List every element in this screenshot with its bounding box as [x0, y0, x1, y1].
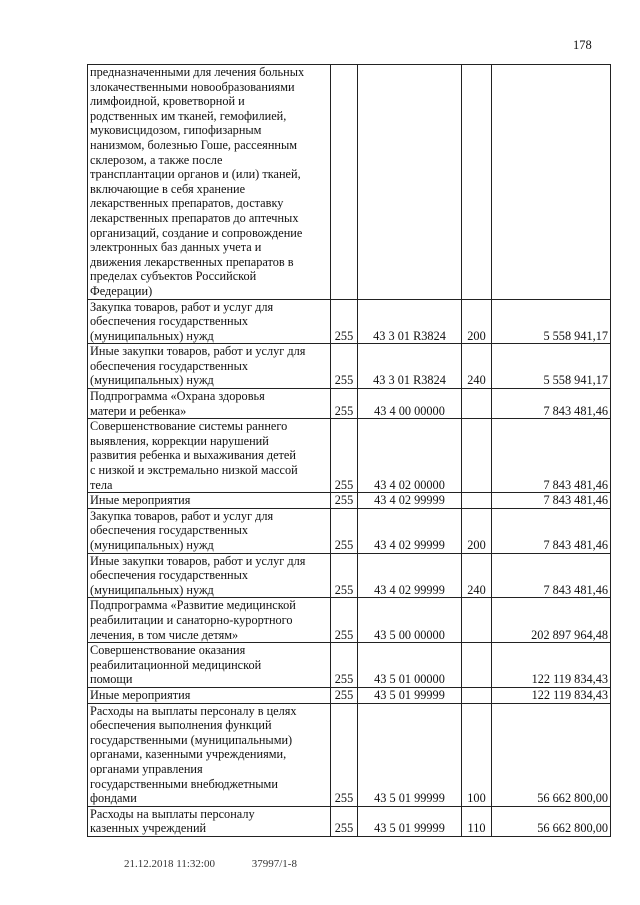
row-amount: 202 897 964,48: [492, 598, 611, 643]
row-name: Совершенствование оказания реабилитационной медицинской помощи: [88, 643, 331, 688]
row-target-article: 43 3 01 R3824: [358, 299, 462, 344]
row-name: Совершенствование системы раннего выявления, коррекции нарушений развития ребенка и выхаживания детей с низкой и экстремально низкой массой тела: [88, 419, 331, 493]
row-amount: [492, 65, 611, 300]
row-code: [331, 65, 358, 300]
row-code: 255: [331, 419, 358, 493]
row-name: Закупка товаров, работ и услуг для обеспечения государственных (муниципальных) нужд: [88, 508, 331, 553]
row-amount: 5 558 941,17: [492, 344, 611, 389]
table-row: [88, 344, 611, 389]
row-name: Закупка товаров, работ и услуг для обеспечения государственных (муниципальных) нужд: [88, 299, 331, 344]
row-target-article: [358, 65, 462, 300]
row-target-article: 43 5 01 99999: [358, 687, 462, 703]
row-amount: 7 843 481,46: [492, 389, 611, 419]
row-code: 255: [331, 299, 358, 344]
row-code: 255: [331, 344, 358, 389]
footer-timestamp: 21.12.2018 11:32:00: [124, 858, 215, 870]
row-name: Подпрограмма «Охрана здоровья матери и ребенка»: [88, 389, 331, 419]
row-expense-type: [462, 389, 492, 419]
row-target-article: 43 3 01 R3824: [358, 344, 462, 389]
row-expense-type: 100: [462, 703, 492, 806]
row-expense-type: 200: [462, 508, 492, 553]
row-expense-type: [462, 687, 492, 703]
row-amount: 7 843 481,46: [492, 553, 611, 598]
row-name: Расходы на выплаты персоналу в целях обеспечения выполнения функций государственными (муниципальными) органами, казенными учреждениями, органами управления государственными внебюджетными фондами: [88, 703, 331, 806]
row-expense-type: 240: [462, 344, 492, 389]
row-target-article: 43 5 00 00000: [358, 598, 462, 643]
row-amount: 56 662 800,00: [492, 703, 611, 806]
row-code: 255: [331, 598, 358, 643]
row-name: предназначенными для лечения больных злокачественными новообразованиями лимфоидной, кроветворной и родственных им тканей, гемофилией, муковисцидозом, гипофизарным нанизмом, болезнью Гоше, рассеянным склерозом, а также после трансплантации органов и (или) тканей, включающие в себя хранение лекарственных препаратов, доставку лекарственных препаратов до аптечных организаций, создание и сопровождение электронных баз данных учета и движения лекарственных препаратов в пределах субъектов Российской Федерации): [88, 65, 331, 300]
row-code: 255: [331, 806, 358, 836]
table-row: [88, 65, 611, 300]
row-expense-type: [462, 643, 492, 688]
row-target-article: 43 4 02 99999: [358, 553, 462, 598]
row-target-article: 43 5 01 99999: [358, 703, 462, 806]
table-row: [88, 299, 611, 344]
table-row: [88, 419, 611, 493]
row-code: 255: [331, 687, 358, 703]
row-expense-type: [462, 493, 492, 509]
row-name: Расходы на выплаты персоналу казенных учреждений: [88, 806, 331, 836]
row-amount: 7 843 481,46: [492, 508, 611, 553]
budget-table: [87, 64, 611, 837]
row-amount: 122 119 834,43: [492, 643, 611, 688]
table-row: [88, 389, 611, 419]
row-name: Иные мероприятия: [88, 493, 331, 509]
table-row: [88, 508, 611, 553]
row-expense-type: 200: [462, 299, 492, 344]
row-amount: 7 843 481,46: [492, 493, 611, 509]
row-target-article: 43 5 01 00000: [358, 643, 462, 688]
footer: [124, 858, 331, 870]
row-name: Подпрограмма «Развитие медицинской реабилитации и санаторно-курортного лечения, в том числе детям»: [88, 598, 331, 643]
row-expense-type: [462, 65, 492, 300]
table-row: [88, 687, 611, 703]
row-name: Иные закупки товаров, работ и услуг для обеспечения государственных (муниципальных) нужд: [88, 344, 331, 389]
page-number: 178: [573, 38, 592, 52]
row-code: 255: [331, 493, 358, 509]
row-code: 255: [331, 508, 358, 553]
table-row: [88, 703, 611, 806]
row-amount: 7 843 481,46: [492, 419, 611, 493]
row-code: 255: [331, 643, 358, 688]
table-row: [88, 598, 611, 643]
table-row: [88, 553, 611, 598]
row-code: 255: [331, 553, 358, 598]
row-code: 255: [331, 389, 358, 419]
row-target-article: 43 4 02 99999: [358, 493, 462, 509]
table-row: [88, 806, 611, 836]
row-expense-type: 110: [462, 806, 492, 836]
row-target-article: 43 4 02 99999: [358, 508, 462, 553]
row-amount: 5 558 941,17: [492, 299, 611, 344]
row-code: 255: [331, 703, 358, 806]
footer-doc-id: 37997/1-8: [251, 858, 297, 870]
row-expense-type: 240: [462, 553, 492, 598]
table-row: [88, 493, 611, 509]
row-target-article: 43 4 00 00000: [358, 389, 462, 419]
table-row: [88, 643, 611, 688]
row-target-article: 43 4 02 00000: [358, 419, 462, 493]
row-target-article: 43 5 01 99999: [358, 806, 462, 836]
row-name: Иные закупки товаров, работ и услуг для обеспечения государственных (муниципальных) нужд: [88, 553, 331, 598]
row-name: Иные мероприятия: [88, 687, 331, 703]
row-amount: 56 662 800,00: [492, 806, 611, 836]
row-expense-type: [462, 419, 492, 493]
row-expense-type: [462, 598, 492, 643]
row-amount: 122 119 834,43: [492, 687, 611, 703]
